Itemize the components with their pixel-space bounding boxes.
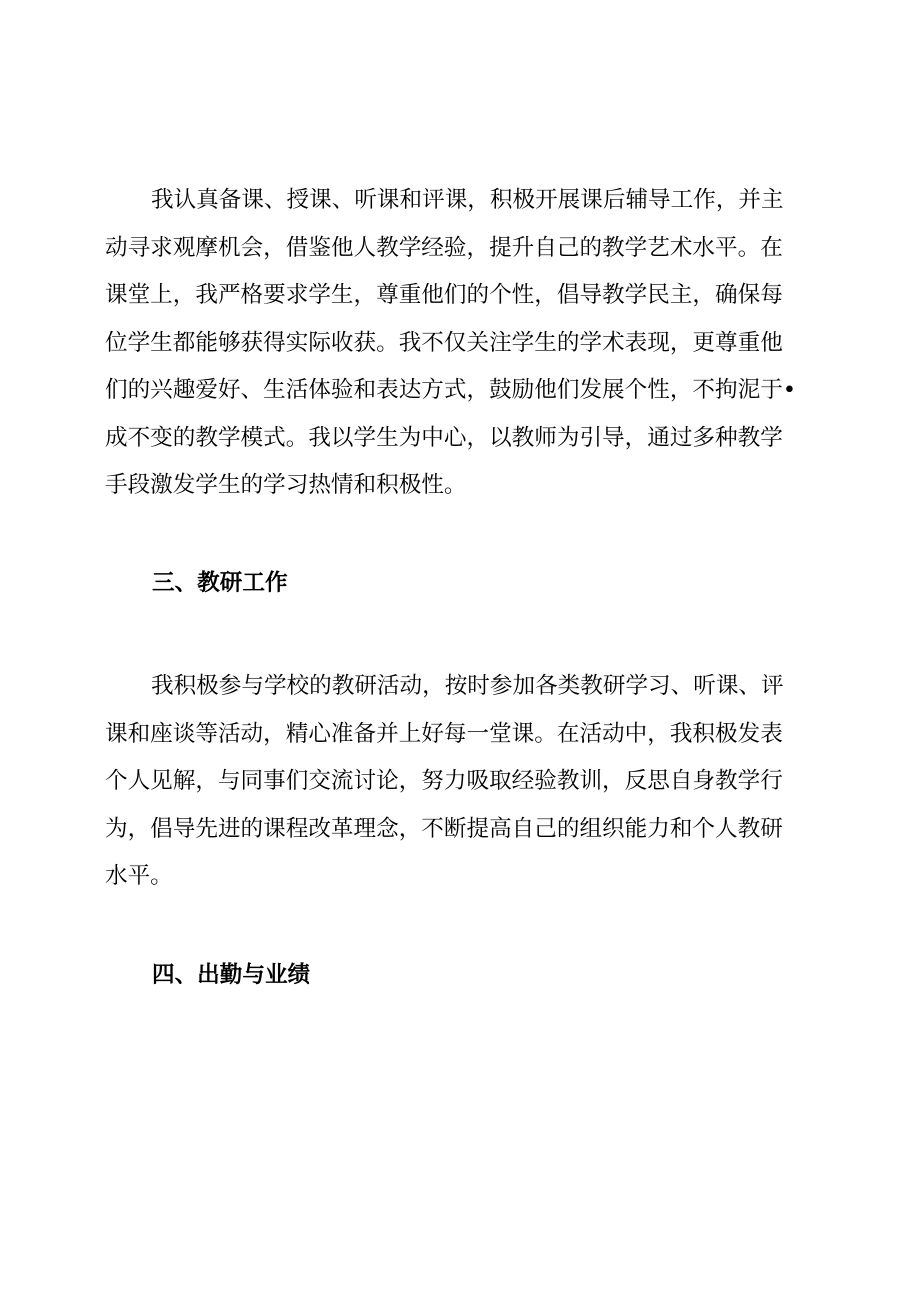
- paragraph-line: 们的兴趣爱好、生活体验和表达方式，鼓励他们发展个性，不拘泥于•: [105, 377, 797, 403]
- paragraph-line: 动寻求观摩机会，借鉴他人教学经验，提升自己的教学艺术水平。在: [105, 234, 783, 261]
- paragraph-line: 手段激发学生的学习热情和积极性。: [105, 472, 467, 498]
- paragraph-line: 课和座谈等活动，精心准备并上好每一堂课。在活动中，我积极发表: [105, 720, 783, 747]
- paragraph-research: [105, 663, 805, 901]
- section-heading-attendance: 四、出勤与业绩: [152, 962, 311, 988]
- paragraph-line: 个人见解，与同事们交流讨论，努力吸取经验教训，反思自身教学行: [105, 768, 783, 794]
- paragraph-line: 课堂上，我严格要求学生，尊重他们的个性，倡导教学民主，确保每: [105, 282, 783, 308]
- section-heading-research: 三、教研工作: [152, 570, 288, 596]
- paragraph-teaching: [105, 177, 805, 510]
- paragraph-line: 我认真备课、授课、听课和评课，积极开展课后辅导工作，并主: [151, 187, 784, 213]
- paragraph-line: 成不变的教学模式。我以学生为中心，以教师为引导，通过多种教学: [105, 424, 783, 451]
- paragraph-line: 我积极参与学校的教研活动，按时参加各类教研学习、听课、评: [151, 673, 784, 699]
- paragraph-line: 为，倡导先进的课程改革理念，不断提高自己的组织能力和个人教研: [105, 815, 783, 842]
- paragraph-line: 水平。: [105, 863, 173, 889]
- paragraph-line: 位学生都能够获得实际收获。我不仅关注学生的学术表现，更尊重他: [105, 329, 783, 356]
